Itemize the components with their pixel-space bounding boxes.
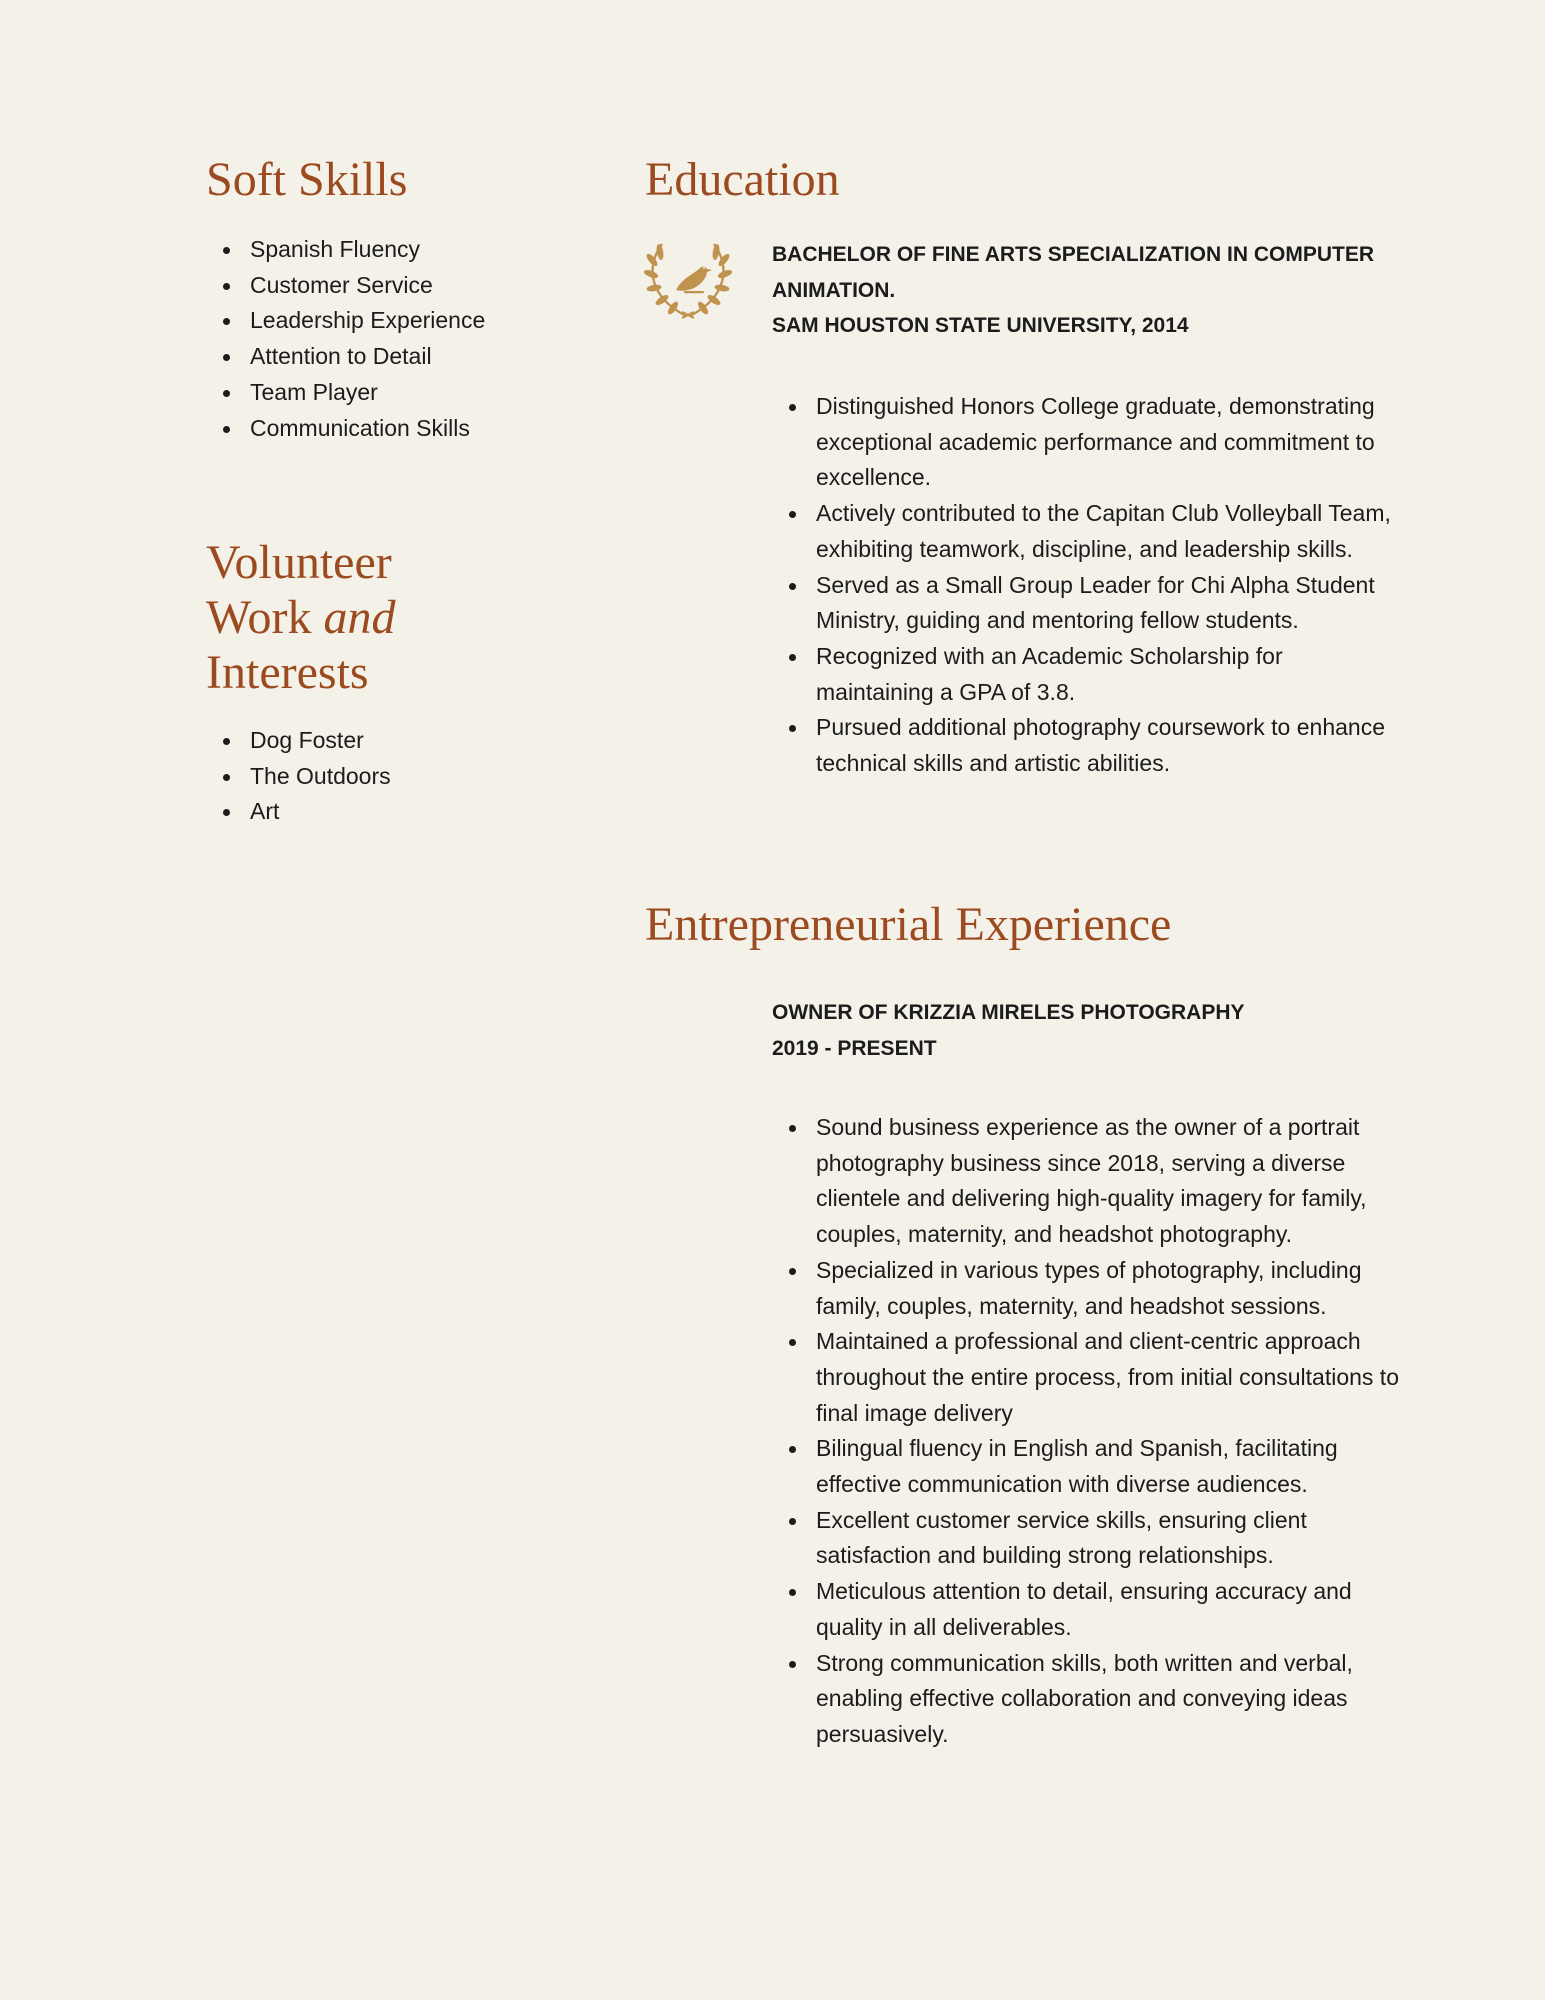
experience-bullet: Excellent customer service skills, ensuring client satisfaction and building strong relationships. <box>772 1503 1404 1574</box>
soft-skill-item: Team Player <box>206 375 566 411</box>
education-bullet: Recognized with an Academic Scholarship for maintaining a GPA of 3.8. <box>772 639 1404 710</box>
soft-skill-item: Leadership Experience <box>206 303 566 339</box>
experience-bullet: Sound business experience as the owner of a portrait photography business since 2018, serving a diverse clientele and delivering high-quality imagery for family, couples, maternity, and headshot photography. <box>772 1110 1404 1253</box>
education-bullets <box>772 389 1404 782</box>
education-bullet: Actively contributed to the Capitan Club Volleyball Team, exhibiting teamwork, discipline, and leadership skills. <box>772 496 1404 567</box>
experience-bullet: Strong communication skills, both written and verbal, enabling effective collaboration and conveying ideas persuasively. <box>772 1646 1404 1753</box>
role-line: OWNER OF KRIZZIA MIRELES PHOTOGRAPHY <box>772 1001 1245 1024</box>
education-bullet: Served as a Small Group Leader for Chi Alpha Student Ministry, guiding and mentoring fellow students. <box>772 568 1404 639</box>
soft-skills-list <box>206 232 566 446</box>
soft-skill-item: Spanish Fluency <box>206 232 566 268</box>
education-bullet: Distinguished Honors College graduate, demonstrating exceptional academic performance and commitment to excellence. <box>772 389 1404 496</box>
degree-block <box>772 237 1412 344</box>
soft-skills-heading: Soft Skills <box>206 153 408 206</box>
soft-skill-item: Customer Service <box>206 268 566 304</box>
laurel-bird-icon <box>642 238 734 324</box>
interest-item: Art <box>206 794 566 830</box>
volunteer-heading-word: Work <box>206 591 312 644</box>
volunteer-heading-line3: Interests <box>206 646 369 699</box>
soft-skill-item: Communication Skills <box>206 411 566 447</box>
volunteer-heading-italic: and <box>323 591 396 644</box>
school-line: SAM HOUSTON STATE UNIVERSITY, 2014 <box>772 314 1189 338</box>
entrepreneurial-bullets <box>772 1110 1404 1753</box>
interest-item: The Outdoors <box>206 759 566 795</box>
interest-item: Dog Foster <box>206 723 566 759</box>
entrepreneurial-heading: Entrepreneurial Experience <box>645 898 1172 951</box>
experience-bullet: Maintained a professional and client-centric approach throughout the entire process, from initial consultations to final image delivery <box>772 1324 1404 1431</box>
volunteer-heading-line1: Volunteer <box>206 536 392 589</box>
degree-title-line2: ANIMATION. <box>772 278 896 302</box>
dates-line: 2019 - PRESENT <box>772 1036 937 1060</box>
education-heading: Education <box>645 153 840 206</box>
experience-bullet: Bilingual fluency in English and Spanish, facilitating effective communication with diverse audiences. <box>772 1431 1404 1502</box>
experience-bullet: Specialized in various types of photography, including family, couples, maternity, and headshot sessions. <box>772 1253 1404 1324</box>
degree-title-line1: BACHELOR OF FINE ARTS SPECIALIZATION IN COMPUTER <box>772 243 1374 266</box>
interests-list <box>206 723 566 830</box>
education-bullet: Pursued additional photography coursework to enhance technical skills and artistic abilities. <box>772 710 1404 781</box>
soft-skill-item: Attention to Detail <box>206 339 566 375</box>
experience-bullet: Meticulous attention to detail, ensuring accuracy and quality in all deliverables. <box>772 1574 1404 1645</box>
volunteer-heading <box>206 535 506 700</box>
role-block <box>772 995 1412 1066</box>
